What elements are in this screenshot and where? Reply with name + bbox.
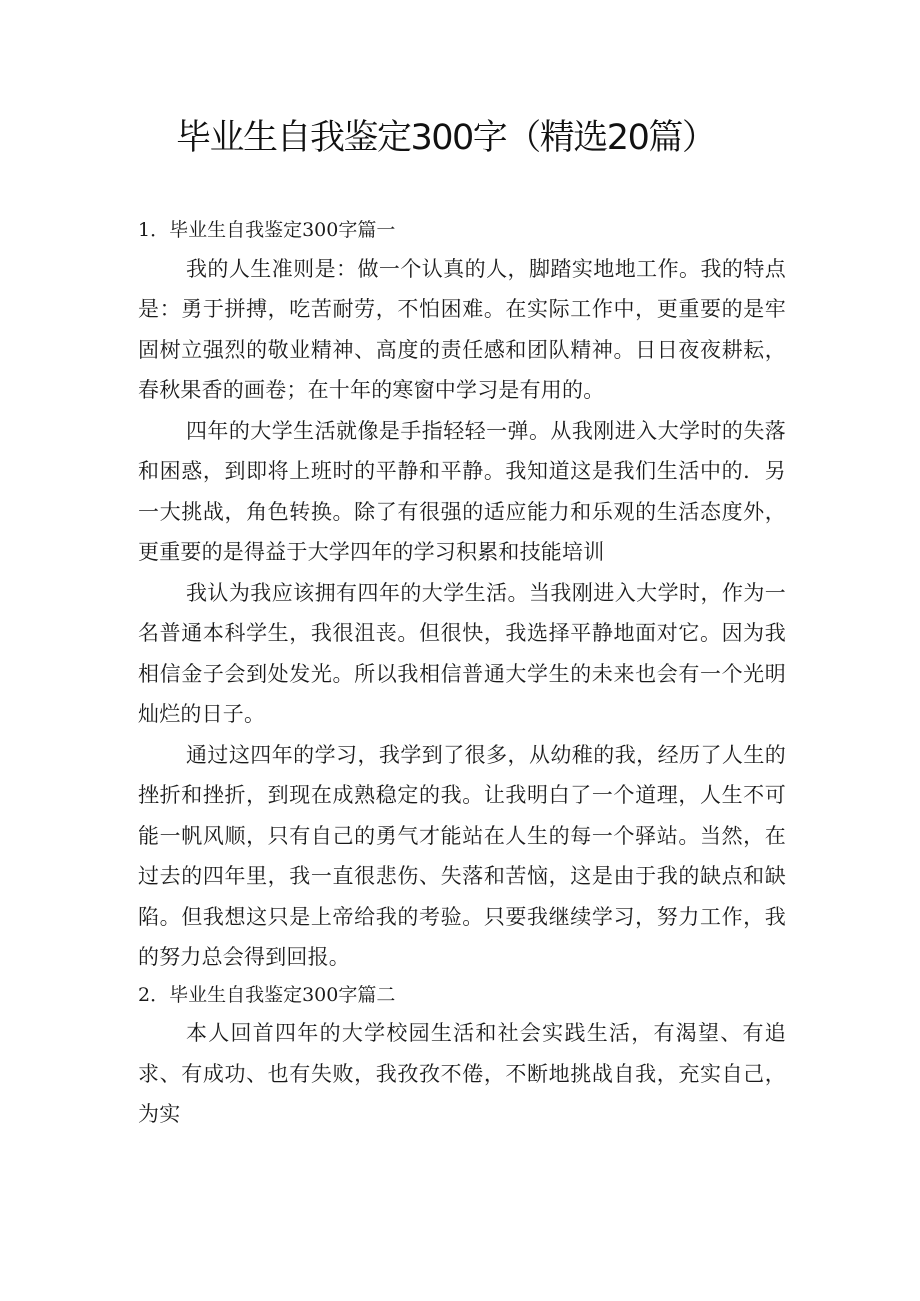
paragraph-2-1: 本人回首四年的大学校园生活和社会实践生活，有渴望、有追求、有成功、也有失败，我孜孜不倦，不断地挑战自我，充实自己，为实 (138, 1021, 786, 1126)
paragraph-1-2: 四年的大学生活就像是手指轻轻一弹。从我刚进入大学时的失落和困惑，到即将上班时的平静和平静。我知道这是我们生活中的．另一大挑战，角色转换。除了有很强的适应能力和乐观的生活态度外，更重要的是得益于大学四年的学习积累和技能培训 (138, 418, 786, 564)
paragraph-1-3: 我认为我应该拥有四年的大学生活。当我刚进入大学时，作为一名普通本科学生，我很沮丧。但很快，我选择平静地面对它。因为我相信金子会到处发光。所以我相信普通大学生的未来也会有一个光明灿烂的日子。 (138, 580, 786, 726)
document-title: 毕业生自我鉴定300字（精选20篇） (176, 118, 716, 158)
document-body (138, 213, 786, 1135)
section-heading-1: 1．毕业生自我鉴定300字篇一 (138, 219, 396, 241)
section-heading-2: 2．毕业生自我鉴定300字篇二 (138, 983, 396, 1006)
paragraph-1-4: 通过这四年的学习，我学到了很多，从幼稚的我，经历了人生的挫折和挫折，到现在成熟稳定的我。让我明白了一个道理，人生不可能一帆风顺，只有自己的勇气才能站在人生的每一个驿站。当然，在过去的四年里，我一直很悲伤、失落和苦恼，这是由于我的缺点和缺陷。但我想这只是上帝给我的考验。只要我继续学习，努力工作，我的努力总会得到回报。 (138, 742, 786, 969)
paragraph-1-1: 我的人生准则是：做一个认真的人，脚踏实地地工作。我的特点是：勇于拼搏，吃苦耐劳，不怕困难。在实际工作中，更重要的是牢固树立强烈的敬业精神、高度的责任感和团队精神。日日夜夜耕耘，春秋果香的画卷；在十年的寒窗中学习是有用的。 (138, 256, 786, 402)
